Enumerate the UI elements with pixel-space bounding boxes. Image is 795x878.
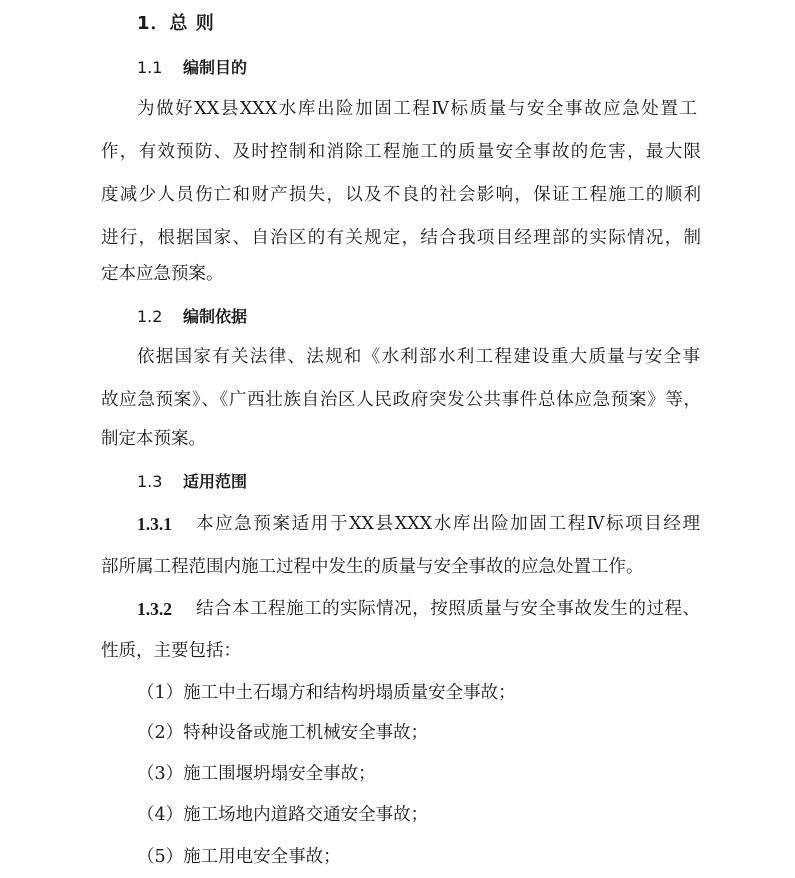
paragraph-line: 性质，主要包括：: [101, 641, 241, 661]
paragraph-line: 进行，根据国家、自治区的有关规定，结合我项目经理部的实际情况，制: [101, 228, 701, 248]
clause-1-3-2: 1.3.2 结合本工程施工的实际情况，按照质量与安全事故发生的过程、: [137, 599, 700, 619]
list-item: （3）施工围堰坍塌安全事故；: [137, 764, 376, 784]
list-item: （1）施工中土石塌方和结构坍塌质量安全事故；: [137, 683, 516, 703]
list-item: （4）施工场地内道路交通安全事故；: [137, 805, 429, 825]
subsection-title: 编制目的: [183, 58, 248, 77]
subsection-number: 1.3: [137, 472, 163, 491]
paragraph-line: 制定本预案。: [101, 429, 206, 449]
paragraph-line: 定本应急预案。: [101, 264, 224, 284]
subsection-heading-1-2: [137, 305, 247, 329]
section-heading: 1．总 则: [137, 13, 215, 34]
clause-1-3-1: 1.3.1 本应急预案适用于XX县XXX水库出险加固工程Ⅳ标项目经理: [137, 514, 700, 534]
subsection-number: 1.1: [137, 58, 163, 77]
paragraph-line: 为做好XX县XXX水库出险加固工程Ⅳ标质量与安全事故应急处置工: [137, 99, 697, 119]
subsection-number: 1.2: [137, 307, 163, 326]
paragraph-line: 依据国家有关法律、法规和《水利部水利工程建设重大质量与安全事: [137, 347, 700, 367]
clause-number: 1.3.2: [137, 599, 172, 619]
subsection-title: 适用范围: [183, 472, 248, 491]
paragraph-line: 作，有效预防、及时控制和消除工程施工的质量安全事故的危害，最大限: [101, 142, 701, 162]
paragraph-line: 度减少人员伤亡和财产损失，以及不良的社会影响，保证工程施工的顺利: [101, 185, 701, 205]
paragraph-line: 故应急预案》、《广西壮族自治区人民政府突发公共事件总体应急预案》等，: [101, 390, 701, 410]
subsection-heading-1-1: [137, 56, 247, 80]
list-item: （2）特种设备或施工机械安全事故；: [137, 723, 429, 743]
list-item: （5）施工用电安全事故；: [137, 847, 341, 867]
subsection-title: 编制依据: [183, 307, 248, 326]
paragraph-line: 部所属工程范围内施工过程中发生的质量与安全事故的应急处置工作。: [101, 557, 644, 577]
clause-number: 1.3.1: [137, 514, 172, 534]
subsection-heading-1-3: [137, 470, 247, 494]
